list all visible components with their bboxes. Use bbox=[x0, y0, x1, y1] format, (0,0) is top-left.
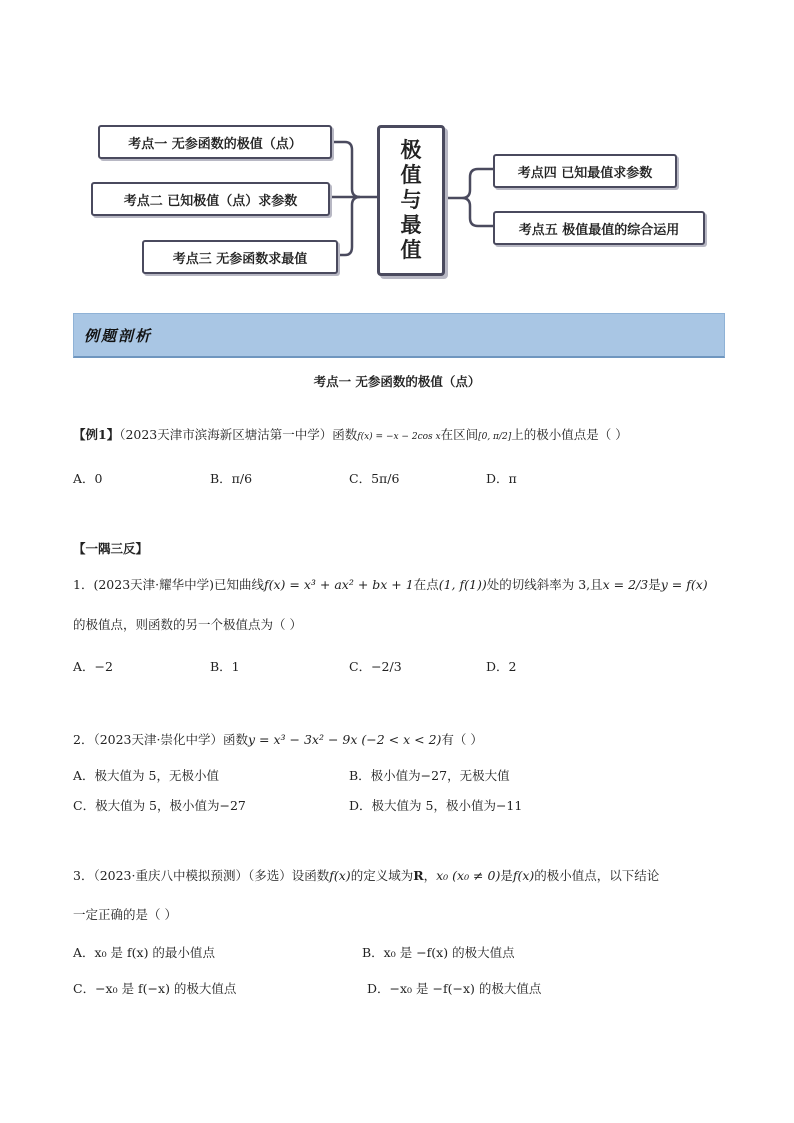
option: A．极大值为 5，无极小值 bbox=[73, 768, 219, 783]
q3-text: 3．（2023·重庆八中模拟预测）（多选）设函数 bbox=[73, 868, 330, 883]
center-char: 值 bbox=[400, 238, 422, 262]
option: B．极小值为−27，无极大值 bbox=[349, 768, 510, 783]
q3-x0: x₀ (x₀ ≠ 0) bbox=[436, 868, 501, 883]
option: D．极大值为 5，极小值为−11 bbox=[349, 798, 523, 813]
option: A．0 bbox=[73, 471, 103, 486]
option: B．π/6 bbox=[210, 471, 253, 486]
question-1-line-2: 的极值点，则函数的另一个极值点为（ ） bbox=[73, 617, 302, 632]
question-1-line-1 bbox=[73, 576, 708, 594]
option: C．5π/6 bbox=[349, 471, 400, 486]
option: B．1 bbox=[210, 659, 240, 674]
section-title: 考点一 无参函数的极值（点） bbox=[313, 374, 481, 389]
example-label: 【例1】 bbox=[73, 427, 120, 442]
example-source: （2023天津市滨海新区塘沽第一中学）函数 bbox=[119, 427, 358, 442]
example-tail: 上的极小值点是（ ） bbox=[511, 427, 628, 442]
example-1-stem bbox=[73, 426, 628, 446]
center-char: 值 bbox=[400, 163, 422, 187]
option: D．π bbox=[486, 471, 517, 486]
topic-2-box: 考点二 已知极值（点）求参数 bbox=[91, 182, 330, 216]
q1-point: (1, f(1)) bbox=[438, 577, 487, 592]
option: D．2 bbox=[486, 659, 517, 674]
center-char: 最 bbox=[400, 213, 422, 237]
q3-text: 的定义域为 bbox=[350, 868, 414, 883]
option: C．极大值为 5，极小值为−27 bbox=[73, 798, 246, 813]
question-3-line-2: 一定正确的是（ ） bbox=[73, 907, 177, 922]
option: A．x₀ 是 f(x) 的最小值点 bbox=[73, 945, 215, 960]
q1-xval: x = 2/3 bbox=[602, 577, 649, 592]
center-char: 与 bbox=[400, 188, 422, 212]
center-char: 极 bbox=[400, 138, 422, 162]
topic-5-box: 考点五 极值最值的综合运用 bbox=[493, 211, 705, 245]
option: A．−2 bbox=[73, 659, 113, 674]
q3-fx: f(x) bbox=[329, 868, 351, 883]
q3-text: 的极小值点，以下结论 bbox=[534, 868, 660, 883]
q1-formula: f(x) = x³ + ax² + bx + 1 bbox=[264, 577, 414, 592]
option: C．−2/3 bbox=[349, 659, 402, 674]
q3-R: R bbox=[413, 868, 424, 883]
q3-fx: f(x) bbox=[512, 868, 535, 883]
example-interval: [0, π/2] bbox=[478, 432, 512, 442]
example-mid: 在区间 bbox=[440, 427, 479, 442]
topic-4-box: 考点四 已知最值求参数 bbox=[493, 154, 677, 188]
q2-text: 有（ ） bbox=[441, 732, 483, 747]
question-2-stem bbox=[73, 731, 483, 749]
example-formula: f(x) = −x − 2cos x bbox=[357, 432, 441, 442]
q1-text: 1．(2023天津·耀华中学)已知曲线 bbox=[73, 577, 264, 592]
option: C．−x₀ 是 f(−x) 的极大值点 bbox=[73, 981, 237, 996]
q3-text: 是 bbox=[500, 868, 513, 883]
topic-3-box: 考点三 无参函数求最值 bbox=[142, 240, 338, 274]
topic-1-box: 考点一 无参函数的极值（点） bbox=[98, 125, 332, 159]
q1-yf: y = f(x) bbox=[660, 577, 708, 592]
q1-text: 是 bbox=[648, 577, 661, 592]
yijusanfan-heading: 【一隅三反】 bbox=[73, 541, 149, 556]
q2-formula: y = x³ − 3x² − 9x (−2 < x < 2) bbox=[248, 732, 442, 747]
section-banner bbox=[73, 313, 725, 358]
q1-text: 在点 bbox=[413, 577, 439, 592]
q1-text: 处的切线斜率为 3,且 bbox=[486, 577, 603, 592]
option: B．x₀ 是 −f(x) 的极大值点 bbox=[362, 945, 515, 960]
q2-text: 2．（2023天津·崇化中学）函数 bbox=[73, 732, 248, 747]
option: D．−x₀ 是 −f(−x) 的极大值点 bbox=[367, 981, 542, 996]
question-3-line-1 bbox=[73, 867, 659, 885]
banner-label: 例题剖析 bbox=[84, 327, 153, 345]
q3-text: ， bbox=[423, 868, 437, 883]
mindmap-center bbox=[377, 125, 445, 276]
